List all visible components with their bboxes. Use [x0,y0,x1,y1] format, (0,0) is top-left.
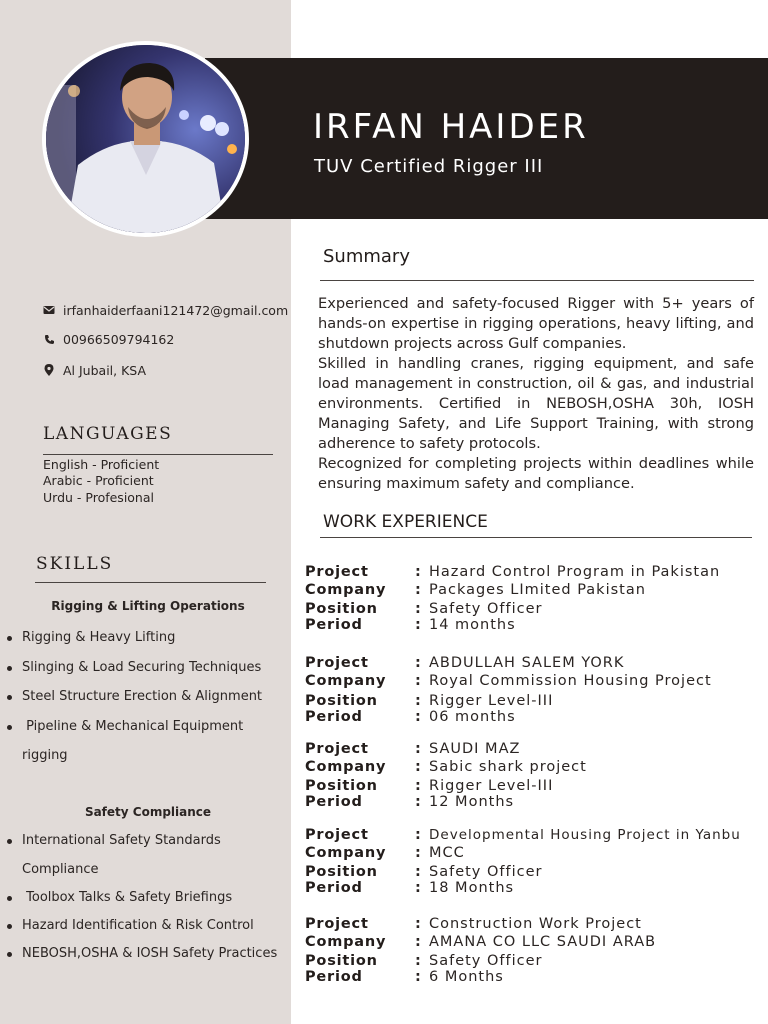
separator: : [415,880,421,896]
summary-paragraph: Recognized for completing projects within deadlines while ensuring maximum safety and compliance. [318,455,754,492]
position-value: Safety Officer [429,864,543,880]
position-label: Position [305,864,378,880]
period-value: 18 Months [429,880,515,896]
skill-item: Hazard Identification & Risk Control [22,918,254,933]
period-value: 6 Months [429,969,504,985]
location-text: Al Jubail, KSA [63,362,147,378]
project-label: Project [305,916,369,932]
company-label: Company [305,759,387,775]
period-value: 14 months [429,617,516,633]
period-label: Period [305,709,363,725]
company-label: Company [305,934,387,950]
separator: : [415,741,421,757]
period-value: 12 Months [429,794,515,810]
position-label: Position [305,953,378,969]
language-item: English - Proficient [43,457,160,472]
project-value: Developmental Housing Project in Yanbu [429,827,741,843]
company-label: Company [305,673,387,689]
position-value: Rigger Level-III [429,693,554,709]
company-value: Royal Commission Housing Project [429,673,712,689]
summary-paragraph: Skilled in handling cranes, rigging equipment, and safe load management in construction, oil & gas, and industrial environments. Certified in NEBOSH,OSHA 30h, IOSH Managing Safety, and Life Support Training, with strong adherence to safety protocols. [318,355,754,452]
separator: : [415,655,421,671]
skill-item: Toolbox Talks & Safety Briefings [22,890,233,905]
separator: : [415,693,421,709]
skill-item: Steel Structure Erection & Alignment [22,689,263,704]
contact-email[interactable] [43,301,288,319]
skill-item: International Safety Standards [22,833,221,848]
languages-heading: LANGUAGES [43,424,173,444]
experience-heading: WORK EXPERIENCE [323,512,488,532]
separator: : [415,673,421,689]
skill-item-continuation: rigging [22,748,68,763]
period-label: Period [305,794,363,810]
skill-group-title: Rigging & Lifting Operations [51,599,245,613]
candidate-title: TUV Certified Rigger III [314,156,544,177]
project-value: SAUDI MAZ [429,741,521,757]
position-value: Safety Officer [429,953,543,969]
period-label: Period [305,880,363,896]
company-value: Packages LImited Pakistan [429,582,646,598]
separator: : [415,845,421,861]
separator: : [415,778,421,794]
contact-location [43,361,146,379]
position-label: Position [305,693,378,709]
period-value: 06 months [429,709,516,725]
language-item: Arabic - Proficient [43,473,154,488]
phone-text: 00966509794162 [63,331,175,347]
phone-icon [43,333,55,345]
separator: : [415,564,421,580]
separator: : [415,953,421,969]
skill-item-continuation: Compliance [22,862,99,877]
company-value: Sabic shark project [429,759,587,775]
separator: : [415,759,421,775]
separator: : [415,916,421,932]
separator: : [415,617,421,633]
position-label: Position [305,601,378,617]
period-label: Period [305,617,363,633]
company-value: AMANA CO LLC SAUDI ARAB [429,934,657,950]
summary-text [318,294,754,494]
summary-paragraph: Experienced and safety-focused Rigger with 5+ years of hands-on expertise in rigging operations, heavy lifting, and shutdown projects across Gulf companies. [318,295,754,352]
skills-heading: SKILLS [36,554,114,574]
position-value: Safety Officer [429,601,543,617]
company-value: MCC [429,845,465,861]
separator: : [415,794,421,810]
experience-divider [320,537,752,538]
company-label: Company [305,582,387,598]
envelope-icon [43,304,55,316]
candidate-name: IRFAN HAIDER [313,107,589,147]
skill-group-title: Safety Compliance [84,805,212,819]
separator: : [415,827,421,843]
profile-photo [42,41,249,237]
separator: : [415,582,421,598]
email-text: irfanhaiderfaani121472@gmail.com [63,302,289,318]
project-label: Project [305,655,369,671]
contact-phone[interactable] [43,330,174,348]
skill-item: Slinging & Load Securing Techniques [22,660,262,675]
project-label: Project [305,564,369,580]
skill-item: Pipeline & Mechanical Equipment [22,719,244,734]
separator: : [415,709,421,725]
language-item: Urdu - Profesional [43,490,154,505]
project-label: Project [305,741,369,757]
skill-item: NEBOSH,OSHA & IOSH Safety Practices [22,946,278,961]
period-label: Period [305,969,363,985]
position-label: Position [305,778,378,794]
company-label: Company [305,845,387,861]
separator: : [415,969,421,985]
project-value: Construction Work Project [429,916,642,932]
summary-heading: Summary [323,246,410,267]
project-value: ABDULLAH SALEM YORK [429,655,625,671]
separator: : [415,864,421,880]
skill-item: Rigging & Heavy Lifting [22,630,176,645]
languages-divider [43,454,273,455]
skills-divider [35,582,266,583]
project-value: Hazard Control Program in Pakistan [429,564,721,580]
separator: : [415,601,421,617]
position-value: Rigger Level-III [429,778,554,794]
location-pin-icon [43,364,55,376]
project-label: Project [305,827,369,843]
summary-divider [320,280,754,281]
separator: : [415,934,421,950]
